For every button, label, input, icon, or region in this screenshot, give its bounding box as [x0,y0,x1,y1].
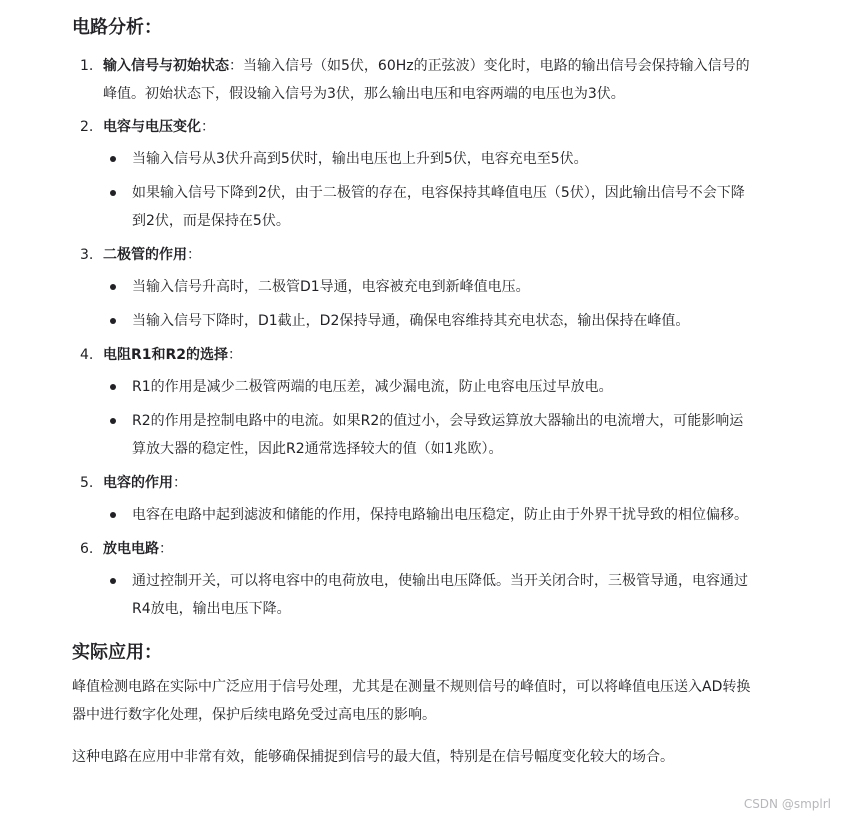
item-number: 3. [80,247,94,263]
list-item [72,52,752,108]
list-item [72,241,752,335]
bullet-list [103,273,752,335]
item-label: 输入信号与初始状态 [103,58,229,74]
bullet-text: 通过控制开关，可以将电容中的电荷放电，使输出电压降低。当开关闭合时，三极管导通，电容通过R4放电，输出电压下降。 [132,573,748,617]
item-label: 电阻R1和R2的选择 [103,347,229,363]
bullet-dot-icon [110,284,116,290]
bullet-text: R2的作用是控制电路中的电流。如果R2的值过小，会导致运算放大器输出的电流增大，可能影响运算放大器的稳定性，因此R2通常选择较大的值（如1兆欧）。 [132,413,744,457]
item-label: 放电电路 [103,541,159,557]
item-separator: ： [159,541,173,557]
bullet-dot-icon [110,156,116,162]
section-title-analysis: 电路分析： [72,17,162,38]
bullet-dot-icon [110,318,116,324]
bullet-list [103,567,752,623]
bullet-text: R1的作用是减少二极管两端的电压差，减少漏电流，防止电容电压过早放电。 [132,379,613,395]
list-item [72,469,752,529]
bullet-text: 当输入信号从3伏升高到5伏时，输出电压也上升到5伏，电容充电至5伏。 [132,151,588,167]
item-text: 当输入信号（如5伏，60Hz的正弦波）变化时，电路的输出信号会保持输入信号的峰值。初始状态下，假设输入信号为3伏，那么输出电压和电容两端的电压也为3伏。 [103,58,750,102]
bullet-list [103,145,752,235]
bullet-item [103,273,752,301]
analysis-list [72,52,752,623]
item-label: 电容与电压变化 [103,119,201,135]
bullet-item [103,501,752,529]
bullet-text: 如果输入信号下降到2伏，由于二极管的存在，电容保持其峰值电压（5伏），因此输出信号不会下降到2伏，而是保持在5伏。 [132,185,745,229]
bullet-dot-icon [110,578,116,584]
paragraph: 这种电路在应用中非常有效，能够确保捕捉到信号的最大值，特别是在信号幅度变化较大的场合。 [72,749,674,765]
item-separator: ： [228,347,243,363]
item-number: 1. [80,58,94,74]
list-item [72,535,752,623]
bullet-item [103,307,752,335]
bullet-dot-icon [110,418,116,424]
item-number: 4. [80,347,94,363]
bullet-dot-icon [110,512,116,518]
section-title-application: 实际应用： [72,642,162,663]
item-separator: ： [187,247,201,263]
item-label: 电容的作用 [103,475,173,491]
bullet-item [103,373,752,401]
article-body [72,14,752,785]
bullet-item [103,145,752,173]
bullet-dot-icon [110,384,116,390]
bullet-text: 当输入信号下降时，D1截止，D2保持导通，确保电容维持其充电状态，输出保持在峰值。 [132,313,690,329]
item-number: 5. [80,475,94,491]
bullet-text: 当输入信号升高时，二极管D1导通，电容被充电到新峰值电压。 [132,279,530,295]
bullet-item [103,407,752,463]
bullet-text: 电容在电路中起到滤波和储能的作用，保持电路输出电压稳定，防止由于外界干扰导致的相位偏移。 [132,507,748,523]
bullet-list [103,373,752,463]
list-item [72,113,752,235]
item-separator: ： [229,58,243,74]
item-label: 二极管的作用 [103,247,187,263]
list-item [72,341,752,463]
item-separator: ： [201,119,215,135]
paragraph: 峰值检测电路在实际中广泛应用于信号处理，尤其是在测量不规则信号的峰值时，可以将峰值电压送入AD转换器中进行数字化处理，保护后续电路免受过高电压的影响。 [72,679,751,723]
bullet-list [103,501,752,529]
bullet-item [103,567,752,623]
item-number: 6. [80,541,94,557]
bullet-dot-icon [110,190,116,196]
item-number: 2. [80,119,94,135]
watermark: CSDN @smplrl [743,797,831,811]
bullet-item [103,179,752,235]
item-separator: ： [173,475,187,491]
